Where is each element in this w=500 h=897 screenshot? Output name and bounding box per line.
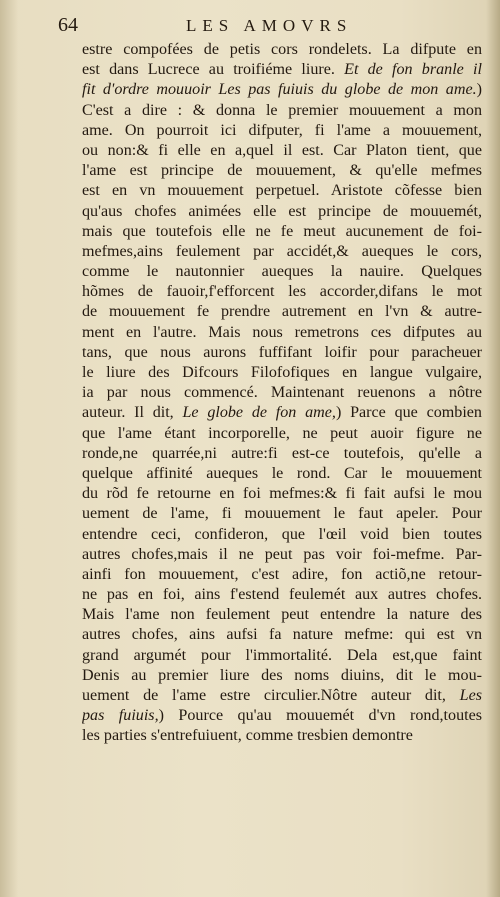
text-run: estre compofées de petis cors rondelets. La difpute en <box>82 41 482 58</box>
italic-quote: pas fuiuis, <box>82 707 159 725</box>
text-run: le liure des Difcours Filofofiques en langue vulgaire, <box>82 364 482 381</box>
text-line <box>82 504 482 524</box>
text-run: tans, que nous aurons fuffifant loifir pour paracheuer <box>82 343 482 361</box>
text-run: ame. On pourroit ici difputer, fi l'ame a mouuement, <box>82 121 482 139</box>
text-line <box>82 646 482 666</box>
italic-quote: Et de fon branle il <box>344 61 482 79</box>
text-line <box>82 262 482 282</box>
text-run: mefmes,ains feulement par accidét,& aueques le cors, <box>82 242 482 260</box>
text-line <box>82 141 482 161</box>
text-run: mais que toutefois elle ne fe meut aucunement de foi- <box>82 222 482 240</box>
text-run: Denis au premier liure des noms diuins, dit le mou- <box>82 666 482 684</box>
text-line <box>82 464 482 484</box>
text-run: comme le nautonnier aueques la nauire. Quelques <box>82 263 482 281</box>
text-line <box>82 60 482 80</box>
text-run: uement de l'ame, fi mouuement le faut apeler. Pour <box>82 505 482 523</box>
text-run: les parties s'entrefuiuent, comme tresbien demontre <box>82 727 413 745</box>
text-line <box>82 121 482 141</box>
text-run: qu'aus chofes animées elle est principe de mouuemét, <box>82 202 482 220</box>
text-run: entendre ceci, confideron, que l'œil void bien toutes <box>82 525 482 543</box>
text-run: C'est a dire : & donna le premier mouuement a mon <box>82 101 482 119</box>
text-run: de mouuement fe prendre autrement en l'vn & autre- <box>82 303 482 321</box>
text-run: hõmes de fauoir,f'efforcent les accorder,difans le mot <box>82 283 482 301</box>
text-line <box>82 605 482 625</box>
text-run: est en vn mouuement perpetuel. Aristote cõfesse bien <box>82 182 482 200</box>
text-run: grand argumét pour l'immortalité. Dela est,que faint <box>82 646 482 664</box>
text-line <box>82 444 482 464</box>
text-line <box>82 282 482 302</box>
text-line <box>82 726 482 746</box>
text-line <box>82 343 482 363</box>
running-title: LES AMOVRS <box>186 16 353 35</box>
text-line <box>82 181 482 201</box>
text-run: Mais l'ame non feulement peut entendre la nature des <box>82 606 482 624</box>
text-run: uement de l'ame estre circulier.Nôtre auteur dit, <box>82 687 460 704</box>
text-line <box>82 565 482 585</box>
italic-quote: Les <box>459 687 482 704</box>
text-run: ) Pource qu'au mouuemét d'vn rond,toutes <box>158 707 482 725</box>
text-line <box>82 666 482 686</box>
text-line <box>82 202 482 222</box>
text-run: ou non:& fi elle en a,quel il est. Car Platon tient, que <box>82 141 482 159</box>
text-run: ronde,ne quarrée,ni autre:fi est-ce toutefois, qu'elle a <box>82 444 482 462</box>
text-line <box>82 40 482 60</box>
text-run: ainfi fon mouuement, c'est adire, fon actiõ,ne retour- <box>82 565 482 583</box>
text-run: quelque affinité aueques le rond. Car le mouuement <box>82 464 482 482</box>
text-run: auteur. Il dit, <box>82 404 183 422</box>
text-run: que l'ame étant incorporelle, ne peut auoir figure ne <box>82 424 482 442</box>
text-line <box>82 484 482 504</box>
text-run: ia par nous commencé. Maintenant reuenons a nôtre <box>82 384 482 402</box>
text-line <box>82 424 482 444</box>
italic-quote: Le globe de fon ame, <box>182 404 336 422</box>
text-line <box>82 80 482 100</box>
text-run: ne pas en foi, ains f'estend feulemét aux autres chofes. <box>82 586 482 604</box>
text-run: ) <box>476 81 482 99</box>
text-run: est dans Lucrece au troifiéme liure. <box>82 61 345 79</box>
text-run: autres chofes,mais il ne peut pas voir foi-mefme. Par- <box>82 545 482 563</box>
text-line <box>82 545 482 565</box>
text-run: ment en l'autre. Mais nous remetrons ces difputes au <box>82 323 482 341</box>
commentary-text <box>82 40 482 747</box>
text-line <box>82 302 482 322</box>
text-run: du rõd fe retourne en foi mefmes:& fi fait aufsi le mou <box>82 485 482 503</box>
text-line <box>82 161 482 181</box>
text-line <box>82 323 482 343</box>
text-run: l'ame est principe de mouuement, & qu'elle mefmes <box>82 162 482 180</box>
text-line <box>82 403 482 423</box>
text-line <box>82 706 482 726</box>
text-line <box>82 383 482 403</box>
text-line <box>82 625 482 645</box>
text-line <box>82 101 482 121</box>
text-line <box>82 363 482 383</box>
text-line <box>82 585 482 605</box>
text-line <box>82 686 482 706</box>
italic-quote: fit d'ordre mouuoir Les pas fuiuis du globe de mon ame. <box>82 81 477 99</box>
text-line <box>82 525 482 545</box>
page-number: 64 <box>58 14 78 36</box>
running-header <box>58 14 470 38</box>
text-run: autres chofes, ains aufsi fa nature mefme: qui est vn <box>82 626 482 644</box>
text-line <box>82 222 482 242</box>
text-line <box>82 242 482 262</box>
text-run: ) Parce que combien <box>335 404 482 422</box>
